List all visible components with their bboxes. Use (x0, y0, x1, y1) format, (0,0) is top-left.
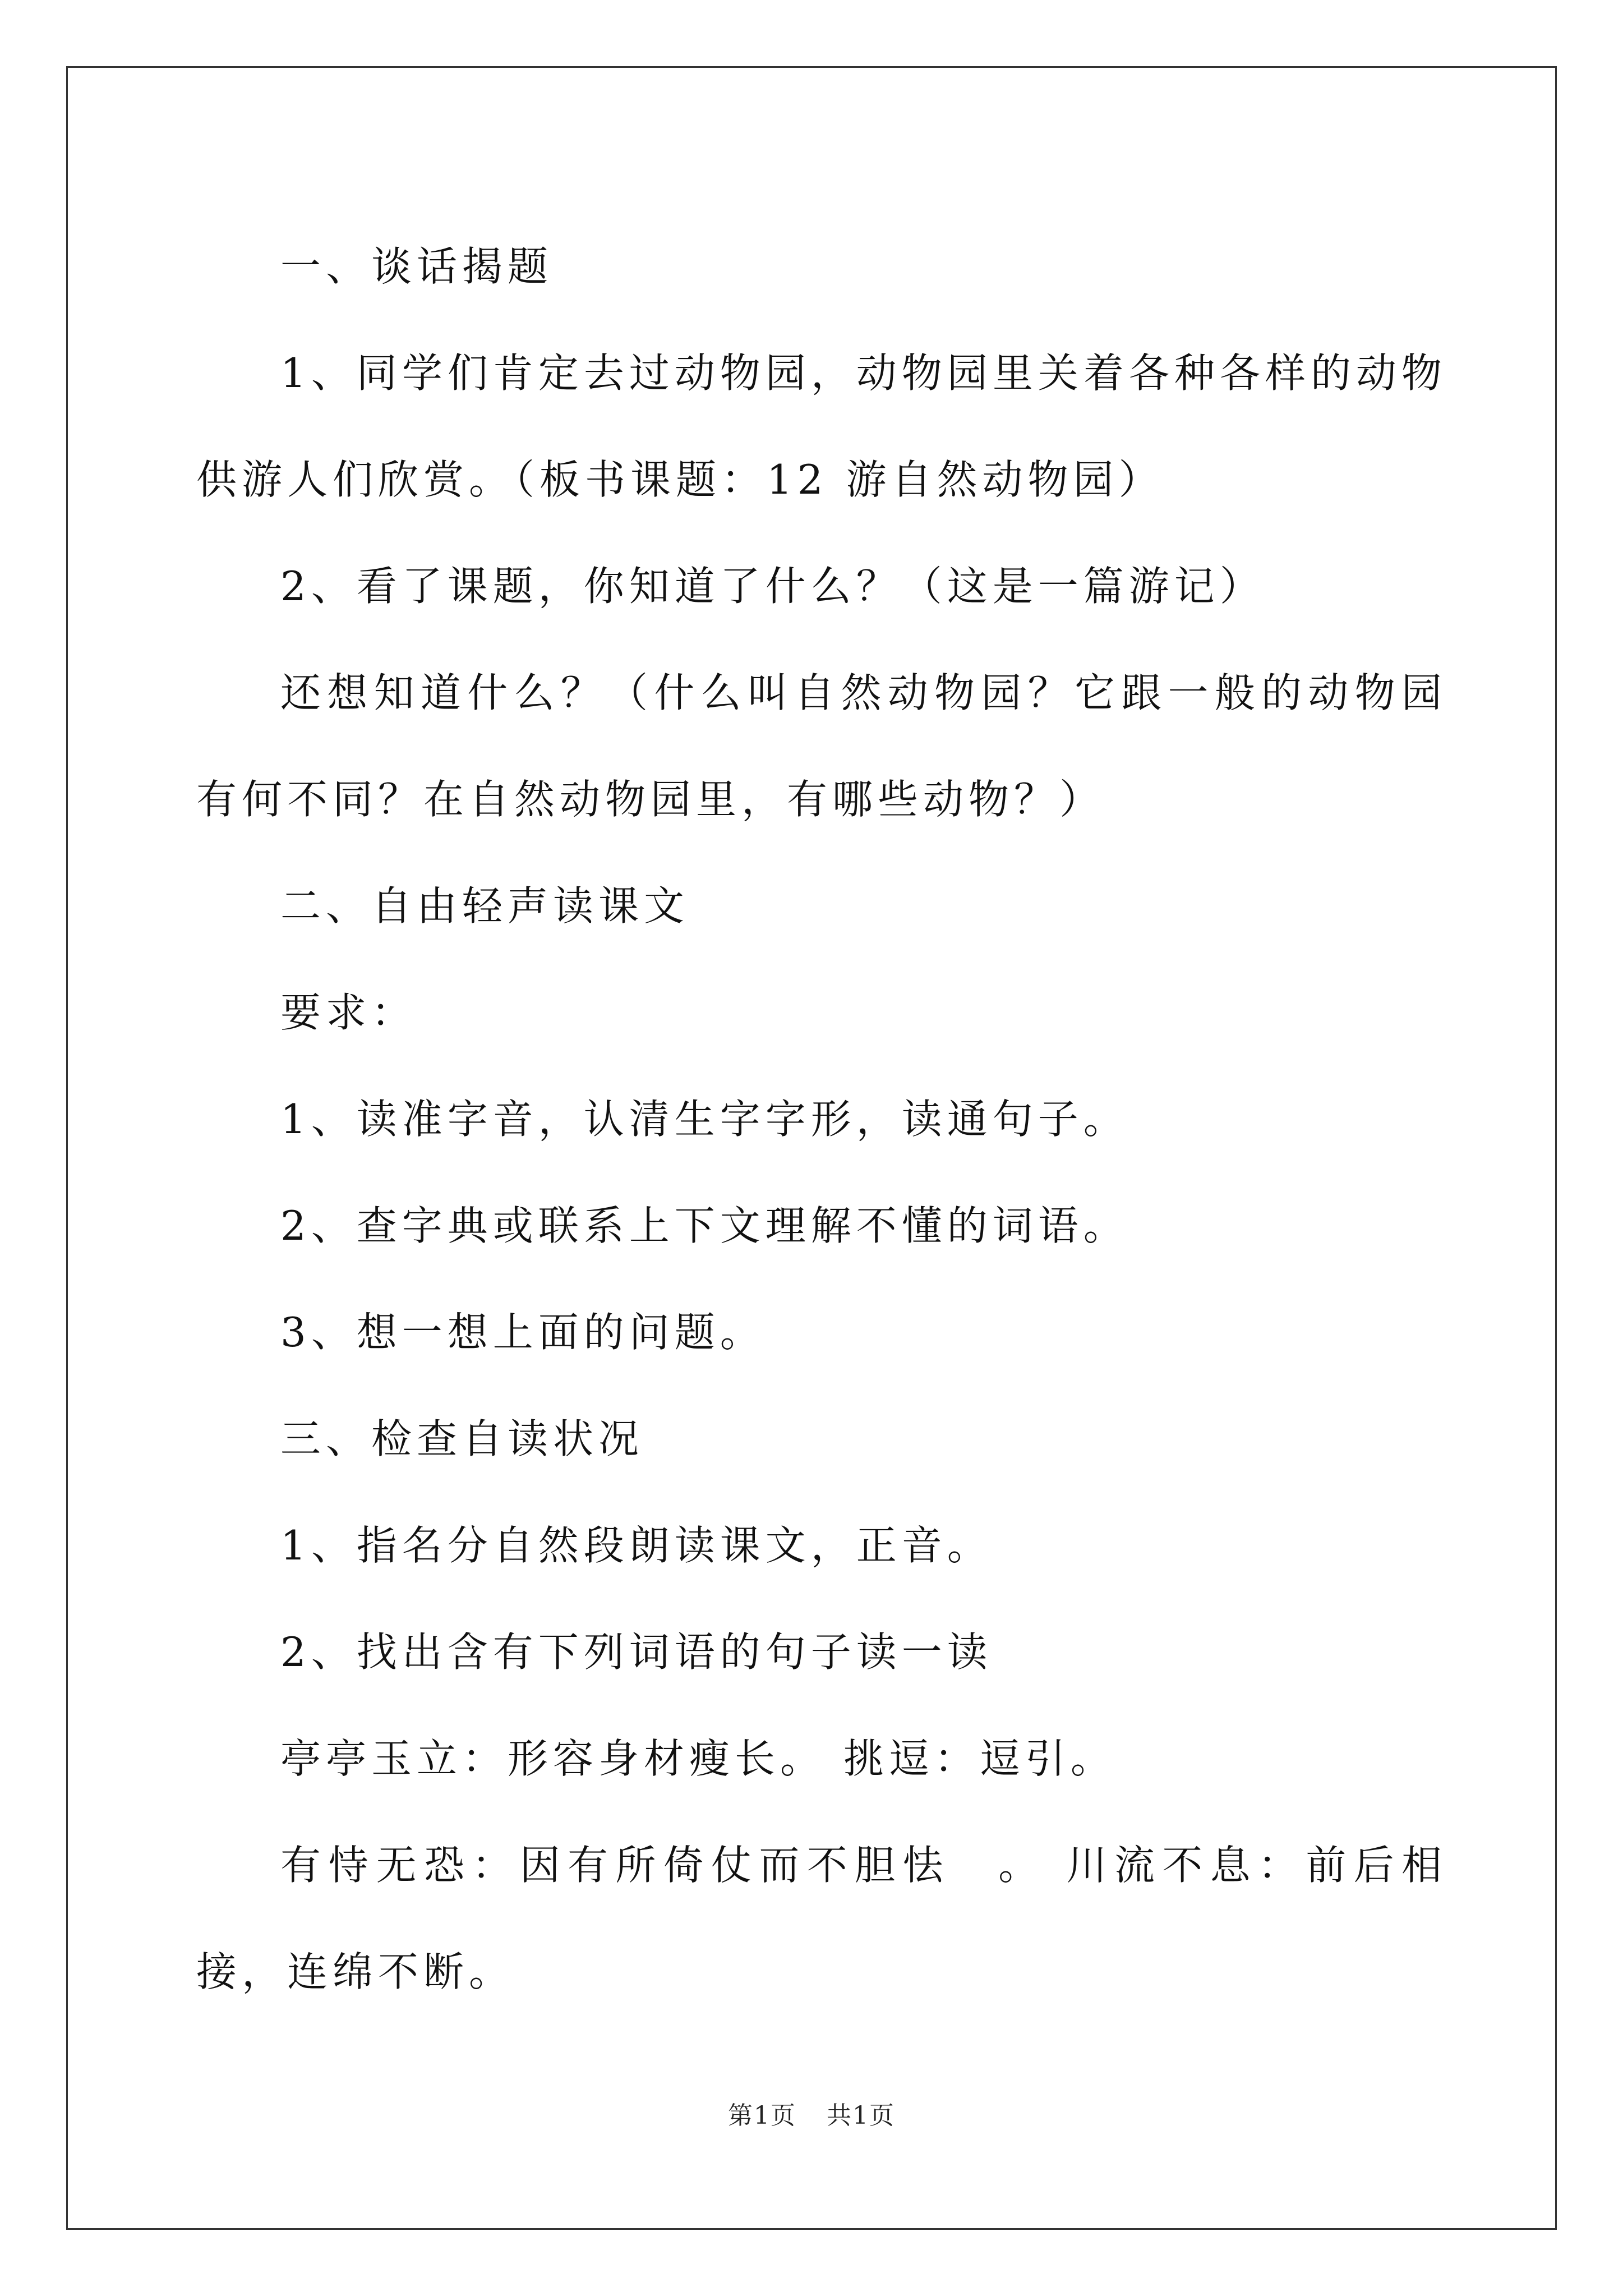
page-number: 第1页 (728, 2101, 796, 2130)
list-item: 2、找出含有下列词语的句子读一读 (280, 1628, 993, 1676)
list-item: 1、读准字音，认清生字字形，读通句子。 (280, 1096, 1129, 1143)
paragraph: 要求： (280, 989, 417, 1036)
document-body (196, 213, 1447, 2025)
paragraph: 还想知道什么？（什么叫自然动物园？它跟一般的动物园有何不同？在自然动物园里，有哪些动物？） (196, 669, 1447, 823)
vocabulary-line: 有恃无恐：因有所倚仗而不胆怯 。 川流不息：前后相接，连绵不断。 (196, 1842, 1447, 1995)
section-heading-3: 三、检查自读状况 (280, 1415, 644, 1462)
page-footer (0, 2095, 1623, 2131)
page-total: 共1页 (827, 2101, 895, 2130)
list-item: 1、指名分自然段朗读课文，正音。 (280, 1522, 993, 1569)
vocabulary-line: 亭亭玉立：形容身材瘦长。 挑逗：逗引。 (280, 1735, 1116, 1782)
section-heading-2: 二、自由轻声读课文 (280, 882, 690, 930)
section-heading-1: 一、谈话揭题 (280, 243, 554, 290)
list-item: 3、想一想上面的问题。 (280, 1309, 766, 1356)
paragraph: 2、看了课题，你知道了什么？（这是一篇游记） (280, 563, 1265, 610)
list-item: 2、查字典或联系上下文理解不懂的词语。 (280, 1202, 1129, 1249)
paragraph: 1、同学们肯定去过动物园，动物园里关着各种各样的动物供游人们欣赏。（板书课题：12 游自然动物园） (196, 349, 1447, 503)
